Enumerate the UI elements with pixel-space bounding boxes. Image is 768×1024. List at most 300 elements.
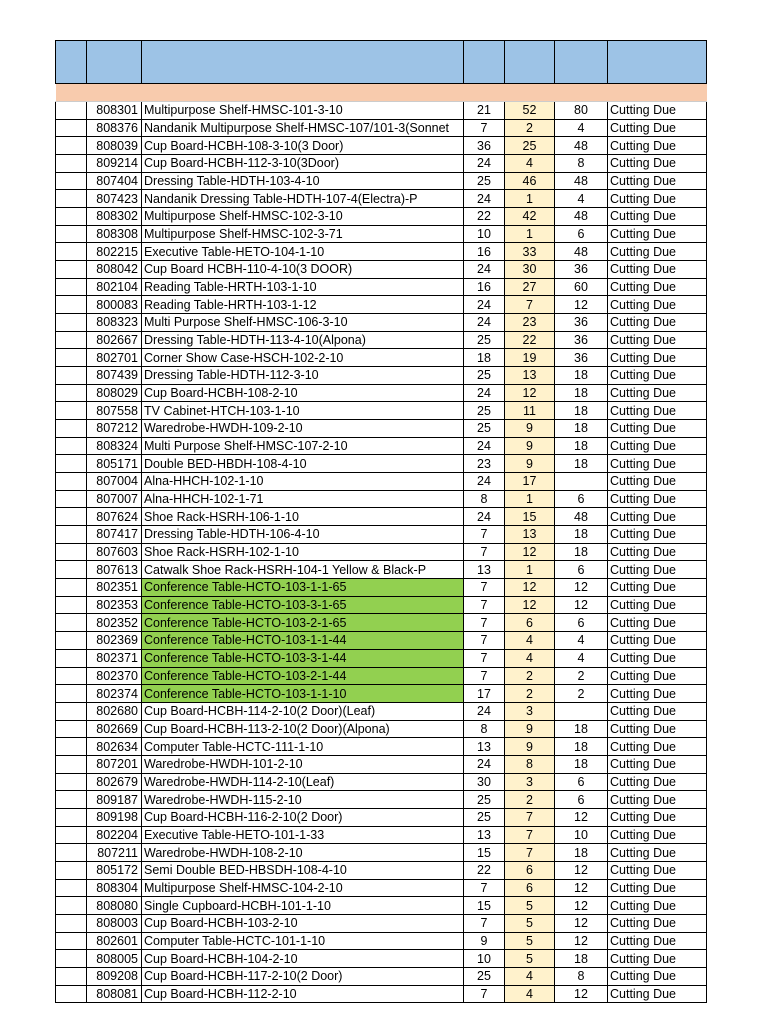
cell-item-name[interactable]: Multi Purpose Shelf-HMSC-107-2-10 (142, 437, 464, 455)
cell-item-code[interactable]: 802104 (87, 278, 142, 296)
cell-qty-b[interactable]: 9 (505, 455, 555, 473)
cell-blank[interactable] (56, 950, 87, 968)
cell-item-code[interactable]: 807439 (87, 367, 142, 385)
cell-blank[interactable] (56, 844, 87, 862)
cell-item-code[interactable]: 802204 (87, 826, 142, 844)
cell-qty-c[interactable]: 12 (555, 932, 608, 950)
cell-blank[interactable] (56, 314, 87, 332)
cell-item-name[interactable]: Alna-HHCH-102-1-71 (142, 490, 464, 508)
cell-status[interactable]: Cutting Due (608, 243, 707, 261)
cell-item-name[interactable]: Multipurpose Shelf-HMSC-104-2-10 (142, 879, 464, 897)
cell-item-name[interactable]: Reading Table-HRTH-103-1-10 (142, 278, 464, 296)
cell-item-code[interactable]: 808042 (87, 261, 142, 279)
cell-blank[interactable] (56, 526, 87, 544)
cell-blank[interactable] (56, 773, 87, 791)
cell-blank[interactable] (56, 543, 87, 561)
cell-qty-c[interactable]: 2 (555, 685, 608, 703)
cell-item-code[interactable]: 807201 (87, 755, 142, 773)
cell-qty-c[interactable]: 8 (555, 967, 608, 985)
cell-blank[interactable] (56, 879, 87, 897)
cell-blank[interactable] (56, 579, 87, 597)
cell-item-name[interactable]: Cup Board-HCBH-108-3-10(3 Door) (142, 137, 464, 155)
cell-qty-a[interactable]: 25 (464, 967, 505, 985)
cell-status[interactable]: Cutting Due (608, 455, 707, 473)
cell-qty-a[interactable]: 7 (464, 526, 505, 544)
cell-status[interactable]: Cutting Due (608, 614, 707, 632)
cell-qty-a[interactable]: 7 (464, 649, 505, 667)
cell-status[interactable]: Cutting Due (608, 755, 707, 773)
cell-qty-b[interactable]: 7 (505, 826, 555, 844)
cell-qty-b[interactable]: 5 (505, 932, 555, 950)
cell-qty-b[interactable]: 2 (505, 791, 555, 809)
cell-status[interactable]: Cutting Due (608, 367, 707, 385)
header-cell-index[interactable] (56, 41, 87, 84)
cell-item-code[interactable]: 802601 (87, 932, 142, 950)
cell-blank[interactable] (56, 437, 87, 455)
cell-qty-a[interactable]: 25 (464, 402, 505, 420)
cell-item-name[interactable]: Cup Board-HCBH-114-2-10(2 Door)(Leaf) (142, 702, 464, 720)
cell-item-code[interactable]: 808029 (87, 384, 142, 402)
cell-qty-c[interactable]: 12 (555, 861, 608, 879)
cell-qty-c[interactable]: 18 (555, 738, 608, 756)
cell-status[interactable]: Cutting Due (608, 473, 707, 491)
cell-item-name[interactable]: Multipurpose Shelf-HMSC-102-3-10 (142, 208, 464, 226)
cell-blank[interactable] (56, 755, 87, 773)
cell-qty-c[interactable]: 6 (555, 773, 608, 791)
cell-status[interactable]: Cutting Due (608, 208, 707, 226)
cell-qty-a[interactable]: 24 (464, 155, 505, 173)
cell-qty-b[interactable]: 4 (505, 649, 555, 667)
cell-item-name[interactable]: Conference Table-HCTO-103-2-1-65 (142, 614, 464, 632)
cell-item-code[interactable]: 808003 (87, 914, 142, 932)
cell-item-name[interactable]: Computer Table-HCTC-111-1-10 (142, 738, 464, 756)
cell-status[interactable]: Cutting Due (608, 897, 707, 915)
cell-qty-a[interactable]: 7 (464, 579, 505, 597)
cell-status[interactable]: Cutting Due (608, 314, 707, 332)
cell-qty-c[interactable]: 4 (555, 190, 608, 208)
cell-item-name[interactable]: Cup Board-HCBH-112-3-10(3Door) (142, 155, 464, 173)
cell-qty-c[interactable]: 48 (555, 208, 608, 226)
cell-qty-a[interactable]: 17 (464, 685, 505, 703)
cell-qty-b[interactable]: 13 (505, 367, 555, 385)
cell-qty-a[interactable]: 24 (464, 508, 505, 526)
cell-item-name[interactable]: Single Cupboard-HCBH-101-1-10 (142, 897, 464, 915)
cell-item-name[interactable]: Conference Table-HCTO-103-1-1-10 (142, 685, 464, 703)
cell-qty-a[interactable]: 8 (464, 720, 505, 738)
cell-qty-a[interactable]: 25 (464, 808, 505, 826)
cell-qty-b[interactable]: 42 (505, 208, 555, 226)
cell-blank[interactable] (56, 808, 87, 826)
cell-item-name[interactable]: Nandanik Dressing Table-HDTH-107-4(Electra)-P (142, 190, 464, 208)
cell-item-name[interactable]: TV Cabinet-HTCH-103-1-10 (142, 402, 464, 420)
cell-qty-b[interactable]: 7 (505, 808, 555, 826)
cell-item-code[interactable]: 809187 (87, 791, 142, 809)
cell-qty-c[interactable]: 48 (555, 508, 608, 526)
cell-qty-a[interactable]: 13 (464, 826, 505, 844)
cell-item-code[interactable]: 802374 (87, 685, 142, 703)
cell-status[interactable]: Cutting Due (608, 773, 707, 791)
cell-item-code[interactable]: 802353 (87, 596, 142, 614)
cell-item-code[interactable]: 800083 (87, 296, 142, 314)
cell-blank[interactable] (56, 685, 87, 703)
cell-qty-c[interactable]: 48 (555, 243, 608, 261)
cell-item-name[interactable]: Multi Purpose Shelf-HMSC-106-3-10 (142, 314, 464, 332)
cell-qty-a[interactable]: 7 (464, 614, 505, 632)
cell-qty-a[interactable]: 24 (464, 384, 505, 402)
cell-item-name[interactable]: Waredrobe-HWDH-108-2-10 (142, 844, 464, 862)
cell-status[interactable]: Cutting Due (608, 932, 707, 950)
cell-qty-b[interactable]: 12 (505, 596, 555, 614)
cell-qty-a[interactable]: 30 (464, 773, 505, 791)
cell-blank[interactable] (56, 208, 87, 226)
cell-blank[interactable] (56, 897, 87, 915)
cell-item-name[interactable]: Shoe Rack-HSRH-102-1-10 (142, 543, 464, 561)
cell-status[interactable]: Cutting Due (608, 844, 707, 862)
cell-item-name[interactable]: Double BED-HBDH-108-4-10 (142, 455, 464, 473)
cell-blank[interactable] (56, 561, 87, 579)
cell-qty-c[interactable]: 2 (555, 667, 608, 685)
cell-qty-b[interactable]: 22 (505, 331, 555, 349)
cell-blank[interactable] (56, 614, 87, 632)
cell-item-code[interactable]: 802215 (87, 243, 142, 261)
cell-item-name[interactable]: Waredrobe-HWDH-115-2-10 (142, 791, 464, 809)
cell-qty-a[interactable]: 25 (464, 791, 505, 809)
cell-status[interactable]: Cutting Due (608, 667, 707, 685)
cell-blank[interactable] (56, 278, 87, 296)
cell-qty-c[interactable]: 18 (555, 950, 608, 968)
cell-qty-b[interactable]: 46 (505, 172, 555, 190)
cell-item-name[interactable]: Dressing Table-HDTH-113-4-10(Alpona) (142, 331, 464, 349)
cell-qty-a[interactable]: 23 (464, 455, 505, 473)
cell-qty-a[interactable]: 9 (464, 932, 505, 950)
cell-blank[interactable] (56, 967, 87, 985)
cell-status[interactable]: Cutting Due (608, 402, 707, 420)
cell-qty-b[interactable]: 9 (505, 437, 555, 455)
cell-blank[interactable] (56, 985, 87, 1003)
cell-blank[interactable] (56, 420, 87, 438)
cell-item-name[interactable]: Cup Board-HCBH-116-2-10(2 Door) (142, 808, 464, 826)
cell-qty-b[interactable]: 2 (505, 667, 555, 685)
cell-qty-c[interactable]: 18 (555, 720, 608, 738)
cell-item-code[interactable]: 808081 (87, 985, 142, 1003)
cell-qty-b[interactable]: 9 (505, 738, 555, 756)
cell-qty-a[interactable]: 7 (464, 119, 505, 137)
cell-item-code[interactable]: 808301 (87, 102, 142, 120)
cell-item-code[interactable]: 805172 (87, 861, 142, 879)
cell-blank[interactable] (56, 155, 87, 173)
cell-item-code[interactable]: 802352 (87, 614, 142, 632)
cell-qty-a[interactable]: 7 (464, 596, 505, 614)
cell-qty-a[interactable]: 10 (464, 225, 505, 243)
cell-qty-b[interactable]: 15 (505, 508, 555, 526)
cell-item-name[interactable]: Cup Board-HCBH-104-2-10 (142, 950, 464, 968)
cell-qty-c[interactable]: 48 (555, 172, 608, 190)
cell-qty-c[interactable]: 12 (555, 914, 608, 932)
cell-item-name[interactable]: Nandanik Multipurpose Shelf-HMSC-107/101-3(Sonnet (142, 119, 464, 137)
cell-blank[interactable] (56, 119, 87, 137)
cell-status[interactable]: Cutting Due (608, 579, 707, 597)
cell-status[interactable]: Cutting Due (608, 791, 707, 809)
cell-qty-a[interactable]: 7 (464, 632, 505, 650)
cell-status[interactable]: Cutting Due (608, 278, 707, 296)
header-cell-qty-a[interactable] (464, 41, 505, 84)
cell-item-code[interactable]: 802634 (87, 738, 142, 756)
cell-qty-b[interactable]: 4 (505, 632, 555, 650)
cell-qty-b[interactable]: 9 (505, 420, 555, 438)
cell-qty-c[interactable]: 18 (555, 543, 608, 561)
cell-item-code[interactable]: 808005 (87, 950, 142, 968)
header-cell-name[interactable] (142, 41, 464, 84)
cell-blank[interactable] (56, 331, 87, 349)
cell-item-name[interactable]: Computer Table-HCTC-101-1-10 (142, 932, 464, 950)
cell-qty-b[interactable]: 52 (505, 102, 555, 120)
cell-qty-b[interactable]: 30 (505, 261, 555, 279)
cell-item-code[interactable]: 809198 (87, 808, 142, 826)
cell-item-code[interactable]: 807212 (87, 420, 142, 438)
section-band-cell[interactable] (56, 84, 707, 102)
cell-item-code[interactable]: 807211 (87, 844, 142, 862)
cell-qty-a[interactable]: 13 (464, 561, 505, 579)
cell-status[interactable]: Cutting Due (608, 349, 707, 367)
cell-qty-c[interactable]: 6 (555, 614, 608, 632)
cell-qty-b[interactable]: 1 (505, 561, 555, 579)
cell-item-code[interactable]: 808323 (87, 314, 142, 332)
cell-qty-c[interactable]: 12 (555, 296, 608, 314)
cell-qty-c[interactable]: 36 (555, 349, 608, 367)
cell-status[interactable]: Cutting Due (608, 172, 707, 190)
cell-blank[interactable] (56, 791, 87, 809)
cell-blank[interactable] (56, 349, 87, 367)
cell-qty-c[interactable]: 18 (555, 402, 608, 420)
cell-qty-b[interactable]: 11 (505, 402, 555, 420)
cell-item-name[interactable]: Shoe Rack-HSRH-106-1-10 (142, 508, 464, 526)
cell-qty-a[interactable]: 7 (464, 543, 505, 561)
cell-blank[interactable] (56, 172, 87, 190)
cell-qty-a[interactable]: 25 (464, 172, 505, 190)
cell-item-name[interactable]: Waredrobe-HWDH-109-2-10 (142, 420, 464, 438)
cell-qty-c[interactable]: 18 (555, 367, 608, 385)
cell-blank[interactable] (56, 738, 87, 756)
cell-item-code[interactable]: 808308 (87, 225, 142, 243)
cell-qty-b[interactable]: 23 (505, 314, 555, 332)
cell-blank[interactable] (56, 296, 87, 314)
cell-status[interactable]: Cutting Due (608, 190, 707, 208)
cell-qty-b[interactable]: 4 (505, 155, 555, 173)
cell-qty-c[interactable]: 18 (555, 844, 608, 862)
cell-qty-b[interactable]: 5 (505, 897, 555, 915)
cell-status[interactable]: Cutting Due (608, 914, 707, 932)
cell-item-code[interactable]: 802370 (87, 667, 142, 685)
cell-qty-a[interactable]: 24 (464, 473, 505, 491)
cell-qty-c[interactable]: 80 (555, 102, 608, 120)
cell-qty-b[interactable]: 5 (505, 950, 555, 968)
cell-qty-c[interactable]: 18 (555, 420, 608, 438)
cell-item-name[interactable]: Cup Board HCBH-110-4-10(3 DOOR) (142, 261, 464, 279)
cell-item-code[interactable]: 807603 (87, 543, 142, 561)
cell-qty-a[interactable]: 24 (464, 314, 505, 332)
cell-status[interactable]: Cutting Due (608, 102, 707, 120)
cell-blank[interactable] (56, 402, 87, 420)
cell-qty-a[interactable]: 15 (464, 844, 505, 862)
cell-blank[interactable] (56, 367, 87, 385)
cell-qty-b[interactable]: 6 (505, 879, 555, 897)
cell-status[interactable]: Cutting Due (608, 561, 707, 579)
cell-blank[interactable] (56, 490, 87, 508)
cell-status[interactable]: Cutting Due (608, 649, 707, 667)
cell-status[interactable]: Cutting Due (608, 808, 707, 826)
cell-blank[interactable] (56, 932, 87, 950)
cell-status[interactable]: Cutting Due (608, 685, 707, 703)
cell-item-name[interactable]: Cup Board-HCBH-113-2-10(2 Door)(Alpona) (142, 720, 464, 738)
cell-qty-a[interactable]: 8 (464, 490, 505, 508)
cell-status[interactable]: Cutting Due (608, 155, 707, 173)
cell-qty-a[interactable]: 13 (464, 738, 505, 756)
cell-item-code[interactable]: 808302 (87, 208, 142, 226)
cell-item-name[interactable]: Cup Board-HCBH-117-2-10(2 Door) (142, 967, 464, 985)
cell-status[interactable]: Cutting Due (608, 702, 707, 720)
cell-item-code[interactable]: 802667 (87, 331, 142, 349)
cell-qty-c[interactable] (555, 473, 608, 491)
cell-blank[interactable] (56, 649, 87, 667)
cell-status[interactable]: Cutting Due (608, 985, 707, 1003)
cell-qty-b[interactable]: 7 (505, 296, 555, 314)
cell-item-name[interactable]: Alna-HHCH-102-1-10 (142, 473, 464, 491)
cell-item-code[interactable]: 808304 (87, 879, 142, 897)
cell-qty-c[interactable]: 4 (555, 119, 608, 137)
cell-status[interactable]: Cutting Due (608, 879, 707, 897)
cell-qty-a[interactable]: 22 (464, 208, 505, 226)
cell-qty-c[interactable]: 18 (555, 526, 608, 544)
cell-status[interactable]: Cutting Due (608, 526, 707, 544)
cell-blank[interactable] (56, 243, 87, 261)
cell-item-code[interactable]: 807558 (87, 402, 142, 420)
cell-blank[interactable] (56, 261, 87, 279)
cell-qty-b[interactable]: 5 (505, 914, 555, 932)
cell-qty-c[interactable]: 18 (555, 755, 608, 773)
cell-qty-b[interactable]: 12 (505, 579, 555, 597)
cell-item-name[interactable]: Cup Board-HCBH-112-2-10 (142, 985, 464, 1003)
cell-blank[interactable] (56, 826, 87, 844)
cell-qty-b[interactable]: 3 (505, 702, 555, 720)
cell-blank[interactable] (56, 861, 87, 879)
cell-blank[interactable] (56, 914, 87, 932)
cell-qty-b[interactable]: 6 (505, 614, 555, 632)
cell-qty-c[interactable]: 12 (555, 897, 608, 915)
cell-item-name[interactable]: Dressing Table-HDTH-112-3-10 (142, 367, 464, 385)
cell-qty-a[interactable]: 7 (464, 667, 505, 685)
cell-qty-b[interactable]: 13 (505, 526, 555, 544)
cell-item-name[interactable]: Conference Table-HCTO-103-2-1-44 (142, 667, 464, 685)
cell-qty-b[interactable]: 17 (505, 473, 555, 491)
cell-qty-a[interactable]: 24 (464, 261, 505, 279)
cell-qty-a[interactable]: 22 (464, 861, 505, 879)
cell-blank[interactable] (56, 632, 87, 650)
cell-item-code[interactable]: 802680 (87, 702, 142, 720)
cell-qty-b[interactable]: 4 (505, 967, 555, 985)
cell-qty-a[interactable]: 10 (464, 950, 505, 968)
cell-status[interactable]: Cutting Due (608, 632, 707, 650)
cell-blank[interactable] (56, 702, 87, 720)
cell-qty-b[interactable]: 1 (505, 225, 555, 243)
cell-item-code[interactable]: 808039 (87, 137, 142, 155)
cell-qty-c[interactable]: 8 (555, 155, 608, 173)
cell-qty-c[interactable]: 36 (555, 261, 608, 279)
cell-item-name[interactable]: Cup Board-HCBH-108-2-10 (142, 384, 464, 402)
cell-item-name[interactable]: Multipurpose Shelf-HMSC-102-3-71 (142, 225, 464, 243)
cell-item-code[interactable]: 802371 (87, 649, 142, 667)
cell-status[interactable]: Cutting Due (608, 950, 707, 968)
cell-qty-a[interactable]: 15 (464, 897, 505, 915)
cell-qty-c[interactable]: 12 (555, 879, 608, 897)
header-cell-qty-c[interactable] (555, 41, 608, 84)
cell-item-code[interactable]: 807004 (87, 473, 142, 491)
cell-item-name[interactable]: Waredrobe-HWDH-101-2-10 (142, 755, 464, 773)
cell-status[interactable]: Cutting Due (608, 119, 707, 137)
cell-qty-c[interactable]: 60 (555, 278, 608, 296)
cell-qty-a[interactable]: 24 (464, 190, 505, 208)
cell-blank[interactable] (56, 190, 87, 208)
cell-qty-b[interactable]: 33 (505, 243, 555, 261)
cell-status[interactable]: Cutting Due (608, 967, 707, 985)
cell-status[interactable]: Cutting Due (608, 261, 707, 279)
cell-item-name[interactable]: Semi Double BED-HBSDH-108-4-10 (142, 861, 464, 879)
cell-qty-a[interactable]: 24 (464, 296, 505, 314)
cell-blank[interactable] (56, 473, 87, 491)
cell-item-name[interactable]: Multipurpose Shelf-HMSC-101-3-10 (142, 102, 464, 120)
cell-item-code[interactable]: 802351 (87, 579, 142, 597)
cell-qty-c[interactable]: 12 (555, 808, 608, 826)
cell-item-code[interactable]: 802679 (87, 773, 142, 791)
cell-status[interactable]: Cutting Due (608, 826, 707, 844)
cell-qty-c[interactable]: 18 (555, 384, 608, 402)
cell-qty-c[interactable]: 4 (555, 649, 608, 667)
cell-item-name[interactable]: Corner Show Case-HSCH-102-2-10 (142, 349, 464, 367)
cell-item-name[interactable]: Waredrobe-HWDH-114-2-10(Leaf) (142, 773, 464, 791)
cell-qty-c[interactable]: 12 (555, 596, 608, 614)
cell-status[interactable]: Cutting Due (608, 225, 707, 243)
cell-status[interactable]: Cutting Due (608, 508, 707, 526)
cell-qty-c[interactable]: 18 (555, 437, 608, 455)
cell-item-name[interactable]: Conference Table-HCTO-103-3-1-65 (142, 596, 464, 614)
cell-status[interactable]: Cutting Due (608, 738, 707, 756)
cell-qty-b[interactable]: 2 (505, 685, 555, 703)
cell-item-name[interactable]: Reading Table-HRTH-103-1-12 (142, 296, 464, 314)
cell-blank[interactable] (56, 508, 87, 526)
cell-qty-b[interactable]: 27 (505, 278, 555, 296)
cell-status[interactable]: Cutting Due (608, 543, 707, 561)
cell-item-code[interactable]: 807423 (87, 190, 142, 208)
cell-blank[interactable] (56, 225, 87, 243)
cell-qty-c[interactable]: 36 (555, 314, 608, 332)
cell-status[interactable]: Cutting Due (608, 384, 707, 402)
cell-qty-b[interactable]: 3 (505, 773, 555, 791)
cell-item-name[interactable]: Dressing Table-HDTH-103-4-10 (142, 172, 464, 190)
cell-qty-c[interactable]: 6 (555, 561, 608, 579)
cell-qty-c[interactable]: 6 (555, 490, 608, 508)
cell-item-code[interactable]: 807417 (87, 526, 142, 544)
cell-qty-c[interactable]: 36 (555, 331, 608, 349)
cell-status[interactable]: Cutting Due (608, 720, 707, 738)
cell-qty-a[interactable]: 18 (464, 349, 505, 367)
cell-qty-a[interactable]: 16 (464, 243, 505, 261)
cell-qty-a[interactable]: 7 (464, 879, 505, 897)
cell-item-name[interactable]: Executive Table-HETO-101-1-33 (142, 826, 464, 844)
cell-item-code[interactable]: 802369 (87, 632, 142, 650)
cell-qty-a[interactable]: 21 (464, 102, 505, 120)
cell-item-name[interactable]: Conference Table-HCTO-103-1-1-65 (142, 579, 464, 597)
cell-qty-a[interactable]: 24 (464, 755, 505, 773)
cell-qty-a[interactable]: 25 (464, 367, 505, 385)
